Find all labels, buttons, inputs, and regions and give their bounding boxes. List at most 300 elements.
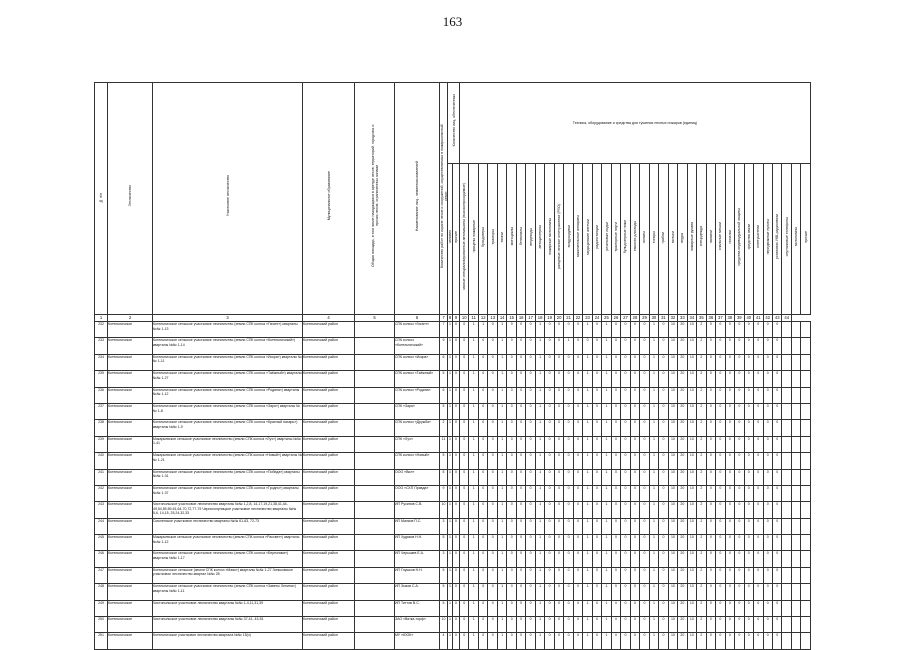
row-value: 1	[649, 453, 658, 469]
column-number: 32	[668, 315, 677, 322]
row-number: 247	[95, 567, 108, 583]
equipment-header-label: вездеходы	[528, 227, 533, 246]
column-number: 18	[535, 315, 544, 322]
row-value: 0	[754, 371, 763, 387]
row-value: 0	[772, 371, 781, 387]
row-value: 10	[668, 371, 677, 387]
row-obshaya	[355, 502, 395, 518]
column-numbers-row	[95, 315, 811, 322]
row-uch-lesn: Котельничское сельское участковое лесничество (земли СПК колхоз «Березники») кварталы №№ 1-17	[153, 551, 303, 567]
column-number: 33	[678, 315, 687, 322]
row-value: 2	[697, 502, 706, 518]
row-value: 0	[592, 617, 601, 633]
row-value: 0	[516, 469, 525, 485]
row-value: 0	[754, 518, 763, 534]
row-value: 0	[735, 453, 744, 469]
equipment-header-label: тягачи	[500, 232, 505, 243]
row-value: 1	[469, 403, 478, 419]
row-value: 0	[630, 338, 639, 354]
row-value: 0	[754, 436, 763, 452]
row-value: 10	[687, 403, 696, 419]
row-value: 0	[744, 453, 753, 469]
row-value: 0	[488, 338, 497, 354]
row-value: 0	[630, 600, 639, 616]
row-value: 1	[497, 535, 506, 551]
row-value: 1	[469, 371, 478, 387]
row-value: 0	[564, 436, 573, 452]
row-value: 1	[583, 485, 592, 501]
row-naimenovanie: ИП Черышев Е.А.	[395, 551, 440, 567]
row-value: 0	[621, 617, 630, 633]
row-value	[801, 567, 811, 583]
row-value: 0	[706, 567, 715, 583]
equipment-header-label: пожарные мотопомпы	[547, 218, 552, 255]
row-value: 0	[763, 502, 772, 518]
row-lesnichestvo: Котельничское	[108, 387, 153, 403]
row-value: 0	[611, 322, 620, 338]
row-value: 0	[488, 403, 497, 419]
row-value: 1	[602, 436, 611, 452]
table-row	[95, 403, 811, 419]
row-value: 0	[516, 617, 525, 633]
row-value: 0	[453, 617, 460, 633]
row-value: 1	[448, 485, 453, 501]
table-row	[95, 371, 811, 387]
equipment-header	[488, 164, 497, 315]
row-value: 1	[535, 322, 544, 338]
row-value: 0	[659, 518, 668, 534]
row-lesnichestvo: Котельничское	[108, 551, 153, 567]
row-value: 20	[678, 469, 687, 485]
row-value: 0	[744, 600, 753, 616]
row-value: 0	[744, 551, 753, 567]
row-uch-lesn: Котельничское сельское участковое лесничество (земли СПК колхоз «Таёжный») кварталы №№ 1-27	[153, 371, 303, 387]
row-value: 10	[668, 502, 677, 518]
row-value: 0	[640, 354, 649, 370]
row-value: 0	[659, 567, 668, 583]
row-value: 0	[763, 387, 772, 403]
row-number: 243	[95, 502, 108, 518]
row-mo: Котельничский район	[303, 403, 355, 419]
row-value	[782, 518, 791, 534]
row-value: 1	[602, 567, 611, 583]
row-value: 0	[545, 502, 554, 518]
row-value: 10	[687, 617, 696, 633]
row-value: 0	[640, 403, 649, 419]
table-row	[95, 436, 811, 452]
equipment-header-label: мотопомпы	[794, 227, 799, 246]
equipment-header-label: радиостанции	[595, 224, 600, 249]
row-value: 0	[611, 403, 620, 419]
row-value: 0	[554, 338, 563, 354]
row-value: 1	[649, 567, 658, 583]
row-value: 0	[725, 387, 734, 403]
row-value: 0	[621, 387, 630, 403]
row-value: 2	[697, 518, 706, 534]
row-number: 248	[95, 584, 108, 600]
row-value: 0	[488, 387, 497, 403]
row-value: 0	[573, 436, 582, 452]
row-value: 0	[564, 600, 573, 616]
row-value: 10	[687, 420, 696, 436]
table-row	[95, 518, 811, 534]
column-number: 7	[440, 315, 448, 322]
row-value: 0	[526, 600, 535, 616]
equipment-header	[735, 164, 744, 315]
row-value: 20	[678, 617, 687, 633]
row-value: 0	[592, 502, 601, 518]
row-value: 0	[507, 387, 516, 403]
row-value	[791, 600, 800, 616]
equipment-header	[630, 164, 639, 315]
row-value: 0	[460, 633, 469, 649]
equipment-header-label: ведра	[680, 233, 685, 243]
row-value: 6	[440, 354, 448, 370]
row-value: 0	[460, 551, 469, 567]
row-mo: Котельничский район	[303, 322, 355, 338]
row-value: 2	[697, 387, 706, 403]
equipment-header-label: воздуходувки	[566, 225, 571, 248]
col-uch-lesn	[153, 83, 303, 315]
row-value: 0	[763, 354, 772, 370]
row-value: 1	[564, 338, 573, 354]
row-value: 0	[640, 436, 649, 452]
row-value: 0	[716, 338, 725, 354]
row-value: 1	[469, 567, 478, 583]
row-value: 0	[725, 453, 734, 469]
row-obshaya	[355, 420, 395, 436]
row-value: 20	[678, 387, 687, 403]
row-value: 0	[453, 403, 460, 419]
equipment-header	[573, 164, 582, 315]
equipment-header	[687, 164, 696, 315]
equipment-header	[460, 164, 469, 315]
row-number: 251	[95, 633, 108, 649]
row-value: 0	[716, 420, 725, 436]
row-value: 0	[725, 535, 734, 551]
row-number: 237	[95, 403, 108, 419]
row-obshaya	[355, 584, 395, 600]
row-value: 0	[725, 322, 734, 338]
equipment-header-label: мотоциклы	[509, 227, 514, 246]
row-value	[791, 535, 800, 551]
equipment-header	[791, 164, 800, 315]
row-value: 0	[554, 469, 563, 485]
column-number: 26	[611, 315, 620, 322]
row-value: 10	[668, 551, 677, 567]
row-value: 0	[706, 584, 715, 600]
row-value: 0	[516, 567, 525, 583]
equipment-table	[94, 82, 811, 650]
row-value: 0	[744, 436, 753, 452]
row-value: 0	[630, 502, 639, 518]
row-value: 0	[478, 600, 487, 616]
row-value: 20	[678, 485, 687, 501]
row-value: 0	[772, 453, 781, 469]
row-value: 1	[497, 354, 506, 370]
row-value	[791, 633, 800, 649]
table-row	[95, 633, 811, 649]
row-value: 0	[554, 420, 563, 436]
row-value: 0	[763, 338, 772, 354]
row-value: 0	[716, 371, 725, 387]
row-value: 0	[453, 584, 460, 600]
row-value: 1	[649, 371, 658, 387]
row-value	[791, 567, 800, 583]
row-value: 0	[592, 403, 601, 419]
equipment-header-label: зажигательные аппараты	[576, 215, 581, 258]
row-value: 0	[507, 469, 516, 485]
row-number: 246	[95, 551, 108, 567]
row-value: 0	[744, 502, 753, 518]
column-number: 44	[782, 315, 791, 322]
row-value: 0	[573, 387, 582, 403]
row-value: 0	[488, 535, 497, 551]
row-value: 0	[621, 354, 630, 370]
row-value: 1	[602, 551, 611, 567]
row-value	[782, 403, 791, 419]
row-value: 0	[716, 633, 725, 649]
row-mo: Котельничский район	[303, 633, 355, 649]
row-value: 0	[611, 387, 620, 403]
row-value: 0	[478, 403, 487, 419]
row-obshaya	[355, 617, 395, 633]
row-value: 0	[621, 420, 630, 436]
equipment-header	[725, 164, 734, 315]
row-value: 0	[516, 403, 525, 419]
row-value: 0	[460, 469, 469, 485]
row-value: 0	[460, 535, 469, 551]
row-value: 0	[735, 371, 744, 387]
row-number: 249	[95, 600, 108, 616]
row-value: 1	[448, 502, 453, 518]
row-value: 0	[744, 535, 753, 551]
row-value: 0	[763, 551, 772, 567]
row-obshaya	[355, 485, 395, 501]
row-value: 0	[545, 633, 554, 649]
row-value: 1	[649, 633, 658, 649]
row-uch-lesn: Котельничское сельское участковое лесничество (земли СПК колхоз «Заря») кварталы №№ 1-8	[153, 403, 303, 419]
column-number: 29	[640, 315, 649, 322]
row-value: 0	[526, 420, 535, 436]
table-row	[95, 420, 811, 436]
column-number: 15	[507, 315, 516, 322]
row-value	[801, 403, 811, 419]
row-value: 10	[668, 567, 677, 583]
row-uch-lesn: Котельничское сельское участковое лесничество (земли СПК колхоз «Котельничский») кварталы №№ 1-14	[153, 338, 303, 354]
row-value: 0	[725, 551, 734, 567]
column-number: 16	[516, 315, 525, 322]
row-value: 10	[668, 518, 677, 534]
row-mo: Котельничский район	[303, 453, 355, 469]
row-value: 0	[725, 502, 734, 518]
row-value: 0	[564, 567, 573, 583]
row-value: 0	[754, 354, 763, 370]
row-value: 1	[448, 600, 453, 616]
row-value: 0	[659, 403, 668, 419]
row-value: 0	[488, 633, 497, 649]
row-value: 0	[725, 518, 734, 534]
equipment-header	[782, 164, 791, 315]
equipment-header-label: средства индивидуальной защиты	[737, 207, 742, 266]
row-value: 0	[526, 518, 535, 534]
row-value: 2	[697, 420, 706, 436]
row-value	[782, 453, 791, 469]
row-value: 1	[583, 403, 592, 419]
row-value: 0	[611, 338, 620, 354]
row-naimenovanie: ИП Худяков Н.Н.	[395, 535, 440, 551]
row-number: 240	[95, 453, 108, 469]
row-value: 0	[716, 453, 725, 469]
row-value: 1	[469, 338, 478, 354]
row-value: 1	[535, 518, 544, 534]
row-obshaya	[355, 436, 395, 452]
column-number: 41	[754, 315, 763, 322]
row-obshaya	[355, 322, 395, 338]
row-value: 1	[469, 354, 478, 370]
row-value: 0	[488, 420, 497, 436]
row-value: 0	[659, 338, 668, 354]
row-value: 0	[725, 633, 734, 649]
row-value: 2	[697, 338, 706, 354]
row-value: 0	[659, 420, 668, 436]
row-value: 0	[744, 403, 753, 419]
row-value: 1	[583, 387, 592, 403]
column-number: 12	[478, 315, 487, 322]
equipment-header-label: палатки	[708, 229, 713, 244]
row-value: 1	[602, 600, 611, 616]
row-value: 1	[649, 354, 658, 370]
equipment-header-label: спецодежда	[699, 226, 704, 247]
row-value: 0	[554, 371, 563, 387]
row-value: 1	[649, 485, 658, 501]
equipment-header-label: прицепы пожарные	[471, 220, 476, 253]
row-value: 0	[706, 354, 715, 370]
column-number: 28	[630, 315, 639, 322]
row-value: 0	[763, 584, 772, 600]
row-value: 0	[611, 469, 620, 485]
row-value: 0	[706, 453, 715, 469]
row-value: 20	[678, 403, 687, 419]
row-value: 0	[772, 485, 781, 501]
row-value	[791, 453, 800, 469]
row-value: 0	[744, 420, 753, 436]
row-value: 2	[697, 453, 706, 469]
row-value: 1	[535, 354, 544, 370]
row-value: 0	[706, 617, 715, 633]
row-value	[782, 371, 791, 387]
row-value: 0	[621, 600, 630, 616]
row-value: 1	[469, 518, 478, 534]
row-value: 0	[554, 403, 563, 419]
row-value: 0	[545, 485, 554, 501]
row-value: 0	[592, 354, 601, 370]
row-value: 1	[649, 518, 658, 534]
row-value: 0	[526, 436, 535, 452]
row-value: 0	[744, 469, 753, 485]
row-value: 5	[440, 469, 448, 485]
row-value: 0	[716, 535, 725, 551]
row-value: 0	[516, 485, 525, 501]
row-value: 0	[659, 436, 668, 452]
row-value: 0	[772, 436, 781, 452]
row-value: 0	[488, 436, 497, 452]
row-value: 0	[488, 502, 497, 518]
row-value: 10	[687, 469, 696, 485]
row-value: 10	[668, 403, 677, 419]
row-value: 0	[706, 551, 715, 567]
row-value: 0	[744, 322, 753, 338]
row-value: 1	[497, 371, 506, 387]
row-naimenovanie: ИП Русинов С.В.	[395, 502, 440, 518]
row-value: 1	[469, 469, 478, 485]
row-value: 1	[535, 600, 544, 616]
row-value: 1	[583, 502, 592, 518]
row-value: 0	[754, 584, 763, 600]
column-number: 4	[303, 315, 355, 322]
row-mo: Котельничский район	[303, 436, 355, 452]
row-value: 0	[706, 518, 715, 534]
row-value: 20	[678, 551, 687, 567]
row-value: 0	[545, 387, 554, 403]
row-uch-lesn: Чистопольское участковое лесничество кварталы №№ 37-41, 43-51	[153, 617, 303, 633]
row-value: 1	[448, 354, 453, 370]
row-value	[782, 387, 791, 403]
row-obshaya	[355, 371, 395, 387]
row-value: 1	[448, 584, 453, 600]
row-uch-lesn: Котельничское сельское участковое лесничество (земли СПК колхоз «Гигант») кварталы №№ 1-13	[153, 322, 303, 338]
row-value: 0	[573, 617, 582, 633]
column-number: 3	[153, 315, 303, 322]
row-value: 0	[573, 633, 582, 649]
row-value: 0	[772, 518, 781, 534]
column-number: 20	[554, 315, 563, 322]
row-value: 0	[725, 420, 734, 436]
column-number: 13	[488, 315, 497, 322]
row-value: 0	[573, 338, 582, 354]
row-value: 0	[763, 567, 772, 583]
row-value: 0	[460, 322, 469, 338]
equipment-header	[659, 164, 668, 315]
row-value: 10	[687, 371, 696, 387]
row-uch-lesn: Котельничское сельское участковое лесничество (земли СПК колхоз «Гродно») кварталы №№ 1-37	[153, 485, 303, 501]
row-value: 1	[497, 322, 506, 338]
row-value: 0	[545, 453, 554, 469]
row-value: 0	[592, 518, 601, 534]
row-value: 5	[440, 403, 448, 419]
row-number: 244	[95, 518, 108, 534]
row-value: 0	[545, 600, 554, 616]
row-value: 10	[687, 485, 696, 501]
row-obshaya	[355, 469, 395, 485]
row-naimenovanie: ООО «Вил»	[395, 469, 440, 485]
row-value	[801, 469, 811, 485]
row-lesnichestvo: Котельничское	[108, 535, 153, 551]
row-value: 0	[735, 551, 744, 567]
equipment-group-header: Техника, оборудование и средства для тушения лесных пожаров (единиц)	[460, 83, 811, 164]
column-number: 25	[602, 315, 611, 322]
row-value: 1	[649, 551, 658, 567]
row-value: 1	[497, 584, 506, 600]
row-value: 0	[545, 403, 554, 419]
row-value: 0	[630, 535, 639, 551]
row-value: 0	[659, 535, 668, 551]
row-value: 0	[735, 633, 744, 649]
row-value	[782, 338, 791, 354]
row-value: 20	[678, 502, 687, 518]
table-row	[95, 453, 811, 469]
row-value: 0	[630, 485, 639, 501]
